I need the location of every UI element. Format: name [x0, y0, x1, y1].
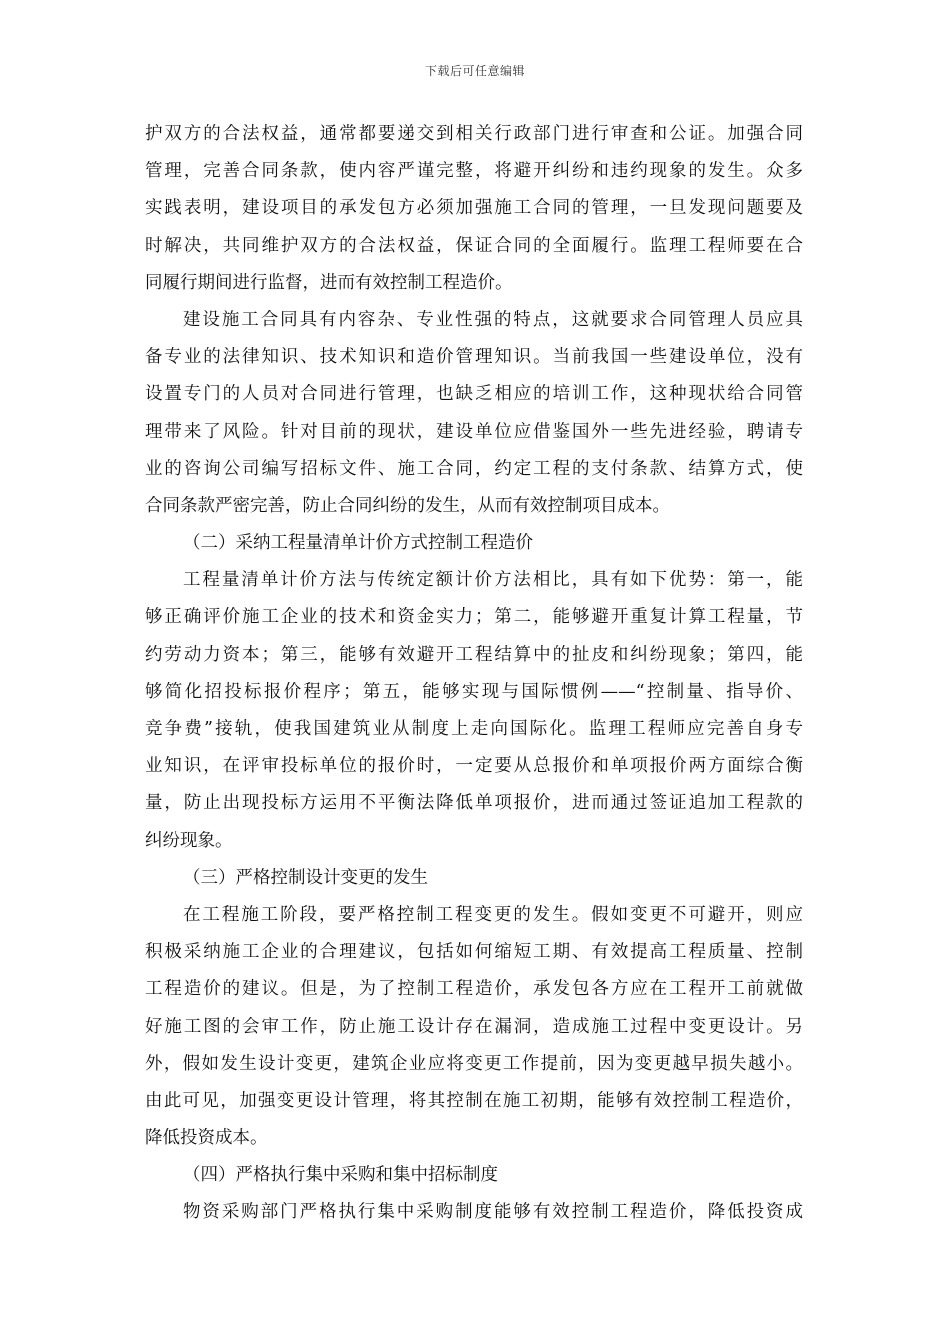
text-line: 够简化招投标报价程序；第五，能够实现与国际惯例——“控制量、指导价、	[145, 681, 803, 702]
text-line: 纠纷现象。	[145, 830, 233, 851]
text-line: 由此可见，加强变更设计管理，将其控制在施工初期，能够有效控制工程造价，	[145, 1090, 803, 1111]
text-line: 同履行期间进行监督，进而有效控制工程造价。	[145, 272, 513, 293]
text-line: 时解决，共同维护双方的合法权益，保证合同的全面履行。监理工程师要在合	[145, 235, 803, 256]
text-line: 理带来了风险。针对目前的现状，建设单位应借鉴国外一些先进经验，聘请专	[145, 421, 803, 442]
document-body	[145, 116, 803, 1232]
paragraph	[145, 897, 803, 1157]
text-line: 管理，完善合同条款，使内容严谨完整，将避开纠纷和违约现象的发生。众多	[145, 161, 803, 182]
text-line: 外，假如发生设计变更，建筑企业应将变更工作提前，因为变更越早损失越小。	[145, 1053, 803, 1074]
text-line: 实践表明，建设项目的承发包方必须加强施工合同的管理，一旦发现问题要及	[145, 198, 803, 219]
text-line: 业知识，在评审投标单位的报价时，一定要从总报价和单项报价两方面综合衡	[145, 756, 803, 777]
paragraph	[145, 1194, 803, 1231]
paragraph	[145, 562, 803, 860]
text-line: 够正确评价施工企业的技术和资金实力；第二，能够避开重复计算工程量，节	[145, 607, 803, 628]
text-line: 设置专门的人员对合同进行管理，也缺乏相应的培训工作，这种现状给合同管	[145, 384, 803, 405]
text-line: 工程量清单计价方法与传统定额计价方法相比，具有如下优势：第一，能	[183, 570, 803, 591]
paragraph	[145, 116, 803, 302]
text-line: 护双方的合法权益，通常都要递交到相关行政部门进行审查和公证。加强合同	[145, 124, 803, 144]
text-line: 量，防止出现投标方运用不平衡法降低单项报价，进而通过签证追加工程款的	[145, 793, 803, 814]
text-line: 工程造价的建议。但是，为了控制工程造价，承发包各方应在工程开工前就做	[145, 979, 803, 1000]
text-line: 约劳动力资本；第三，能够有效避开工程结算中的扯皮和纠纷现象；第四，能	[145, 644, 803, 665]
text-line: 好施工图的会审工作，防止施工设计存在漏洞，造成施工过程中变更设计。另	[145, 1016, 803, 1037]
text-line: 在工程施工阶段，要严格控制工程变更的发生。假如变更不可避开，则应	[183, 904, 803, 925]
text-line: 物资采购部门严格执行集中采购制度能够有效控制工程造价，降低投资成	[183, 1202, 803, 1223]
section-heading: （三）严格控制设计变更的发生	[183, 867, 428, 888]
text-line: 备专业的法律知识、技术知识和造价管理知识。当前我国一些建设单位，没有	[145, 347, 803, 368]
text-line: 建设施工合同具有内容杂、专业性强的特点，这就要求合同管理人员应具	[183, 309, 803, 330]
section-heading: （四）严格执行集中采购和集中招标制度	[183, 1165, 498, 1186]
text-line: 业的咨询公司编写招标文件、施工合同，约定工程的支付条款、结算方式，使	[145, 458, 803, 479]
text-line: 降低投资成本。	[145, 1128, 268, 1149]
text-line: 竞争费”接轨，使我国建筑业从制度上走向国际化。监理工程师应完善自身专	[145, 719, 803, 739]
header-note: 下载后可任意编辑	[424, 64, 525, 78]
section-heading: （二）采纳工程量清单计价方式控制工程造价	[183, 533, 533, 554]
paragraph	[145, 302, 803, 525]
text-line: 合同条款严密完善，防止合同纠纷的发生，从而有效控制项目成本。	[145, 495, 670, 516]
text-line: 积极采纳施工企业的合理建议，包括如何缩短工期、有效提高工程质量、控制	[145, 942, 803, 963]
